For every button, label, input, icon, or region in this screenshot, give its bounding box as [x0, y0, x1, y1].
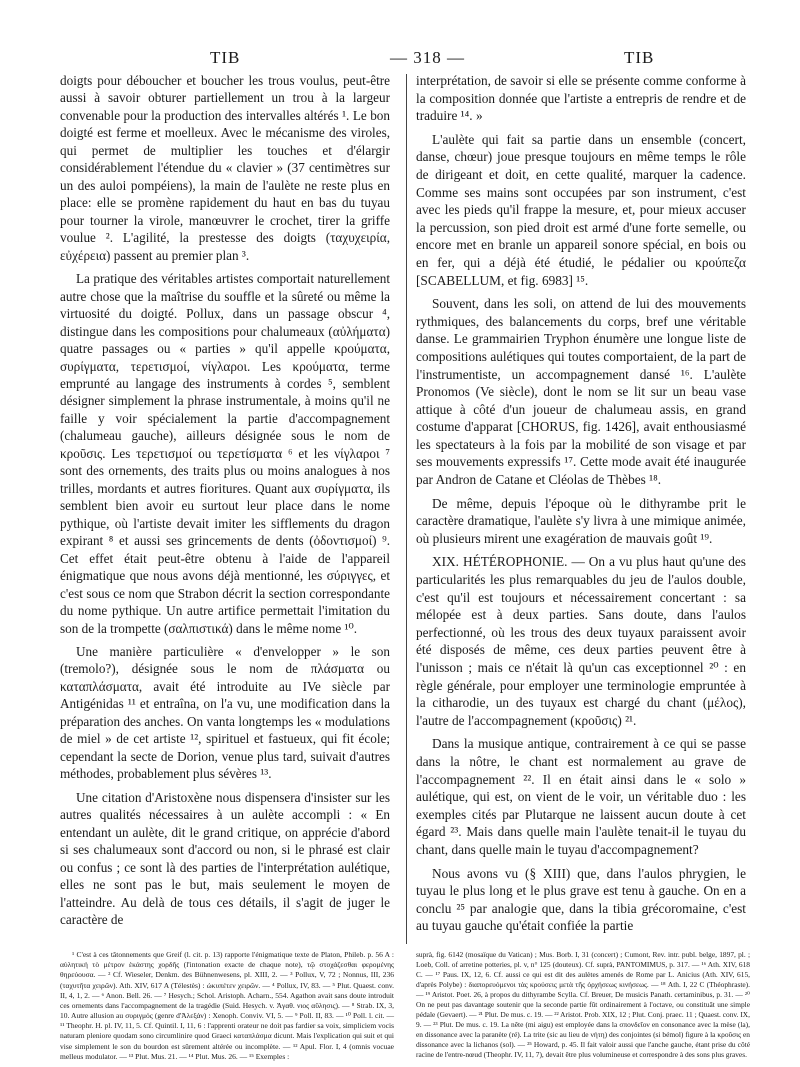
- paragraph: doigts pour déboucher et boucher les trous voulus, peut-être aussi à savoir obturer partiellement un trou à la largeur convenable pour la production des intervalles altérés ¹. Le bon doigté est ferme et moelleux. Avec le mécanisme des viroles, qui permet de multiplier les touches et d'élargir considérablement l'étendue du « clavier » (37 centimètres sur un des auloi pompéiens), la main de l'aulète ne reste plus en place: elle se promène rapidement du haut en bas du tuyau pour tourner la virole, manœuvrer le crochet, tirer la griffe voulue ². L'agilité, la prestesse des doigts (ταχυχειρία, εὐχέρεια) passent au premier plan ³.: [60, 73, 390, 263]
- paragraph: Une citation d'Aristoxène nous dispensera d'insister sur les autres qualités nécessaires à un aulète accompli : « En entendant un aulète, dit le grand critique, on apprécie d'abord si ses chalumeaux sont d'accord ou non, si le phrasé est clair ou confus ; ce sont là des parties de l'interprétation aulétique, elles ne sont pas le but, mais seulement le moyen de l'atteindre. Au delà de tous ces détails, il s'agit de juger le caractère de: [60, 789, 390, 928]
- running-head-left: TIB: [210, 48, 241, 67]
- paragraph: interprétation, de savoir si elle se présente comme conforme à la composition donnée que l'artiste a entrepris de rendre et de traduire ¹⁴. »: [416, 73, 746, 124]
- paragraph: Nous avons vu (§ XIII) que, dans l'aulos phrygien, le tuyau le plus long et le plus grave est tenu à gauche. On en a conclu ²⁵ par analogie que, dans la tibia grécoromaine, c'est au tuyau gauche qu'était confiée la partie: [416, 865, 746, 934]
- footnote-block: suprà, fig. 6142 (mosaïque du Vatican) ; Mus. Borb. I, 31 (concert) ; Cumont, Rev. intr. publ. belge, 1897, pl. ; Loeb, Coll. of arretine potteries, pl. v, n° 125 (douteux). Cf. suprà, PANTOMIMUS, p. 317. — ¹⁶ Ath. XIV, 618 C. — ¹⁷ Paus. IX, 12, 6. Cf. aussi ce qui est dit des aulètes amenés de Rome par L. Anicius (Ath. XIV, 615, d'après Polybe) : διαπορευόμενοι τὰς κρούσεις μετὰ τῆς ὀρχήσεως κινήσεως. — ¹⁸ Ath. I, 22 C (Théophraste). — ¹⁹ Aristot. Poet. 26, à propos du dithyrambe Scylla. Cf. Breuer, De musicis Panath. certaminibus, p. 31. — ²⁰ On ne peut pas davantage soutenir que la seconde partie fût ordinairement à l'octave, ou constituât une simple pédale (Gevaert). — ²¹ Plut. De mus. c. 19. — ²² Aristot. Prob. XIX, 12 ; Plut. Conj. praec. 11 ; Quaest. conv. IX, 9. — ²³ Plut. De mus. c. 19. La nête (mi aigu) est employée dans la σπονδεῖον en consonance avec la mèse (la), en dissonance avec la paranète (ré). La trite (sic au lieu de νήτη) des conjointes (si bémol) figure à la κροῦσις en dissonance avec la lichanos (sol). — ²⁵ Howard, p. 45. Il fait valoir aussi que l'anche gauche, étant prise du côté racine de l'entre-nœud (Theophr. IV, 11, 7), devait être plus volumineuse et correspondre à des sons plus graves.: [416, 950, 750, 1060]
- footnotes-left: [60, 950, 394, 1062]
- paragraph: La pratique des véritables artistes comportait naturellement autre chose que la maîtrise du souffle et la sûreté ou même la virtuosité du doigté. Pollux, dans un passage obscur ⁴, distingue dans les compositions pour chalumeaux (αὐλήματα) quatre passages ou « parties » qu'il appelle κρούματα, συρίγματα, τερετισμοί, νίγλαροι. Les κρούματα, terme emprunté au langage des instruments à cordes ⁵, semblent désigner simplement la phrase instrumentale, à moins qu'il ne faille y voir spécialement la partie d'accompagnement (chalumeau gauche), ailleurs désignée sous le nom de κροῦσις. Les τερετισμοί ou τερετίσματα ⁶ et les νίγλαροι ⁷ sont des ornements, des traits plus ou moins analogues à nos trilles, mordants et autres fioritures. Quant aux συρίγματα, ils semblent bien avoir eu surtout leur place dans le nome pythique, où l'artiste devait imiter les sifflements du dragon expirant ⁸ et aussi ses grincements de dents (ὀδοντισμοί) ⁹. Cet effet était peut-être obtenu à l'aide de l'appareil énigmatique que nous avons déjà mentionné, les σύριγγες, et c'est sous ce nom que Strabon décrit la section correspondante du nome pythique. Un autre artifice permettait l'imitation du son de la trompette (σαλπιστικά) dans le même nome ¹⁰.: [60, 271, 390, 636]
- footnotes-right: [416, 950, 750, 1061]
- paragraph: Souvent, dans les soli, on attend de lui des mouvements rythmiques, des balancements du corps, bref une véritable danse. Le grammairien Tryphon énumère une longue liste de compositions aulétiques qui toutes comportaient, de la part de l'instrumentiste, un accompagnement dansé ¹⁶. L'aulète Pronomos (Ve siècle), dont le nom se lit sur un beau vase attique à côté d'un joueur de chalumeau assis, en grand costume d'apparat [CHORUS, fig. 1426], avait enthousiasmé les spectateurs à la fois par la mobilité de son visage et par ses mouvements expressifs ¹⁷. Cette mode avait été inaugurée par Andron de Catane et Cléolas de Thèbes ¹⁸.: [416, 296, 746, 488]
- paragraph: L'aulète qui fait sa partie dans un ensemble (concert, danse, chœur) joue presque toujours en même temps le rôle de dirigeant et doit, en cette qualité, marquer la cadence. Comme ses mains sont occupées par son instrument, c'est avec les pieds qu'il frappe la mesure, et, pour mieux accuser la percussion, son pied droit est armé d'une forte semelle, ou encore met en branle un appareil sonore spécial, en bois ou en fer, qui a déjà été étudié, le pédalier ou κρούπεζα [SCABELLUM, et fig. 6983] ¹⁵.: [416, 131, 746, 288]
- right-column: [416, 72, 746, 935]
- footnote-block: ¹ C'est à ces tâtonnements que Greif (l. cit. p. 13) rapporte l'énigmatique texte de Platon, Phileb. p. 56 A : αὐλητική τὸ μέτρον ἑκάστης χορδῆς (l'intonation exacte de chaque note), τῷ στοχάζεσθαι φερομένης θηρεύουσα. — ² Cf. Wieseler, Denkm. des Bühnenwesens, pl. XIII, 2. — ³ Pollux, V, 72 ; Nonnus, III, 236 (ταχυτῆτα χειρῶν). Ath. XIV, 617 A (Télestès) : ὠκυπέτεν χειρῶν. — ⁴ Pollux, IV, 83. — ⁵ Plut. Quaest. conv. II, 4, 1, 2. — ⁶ Anon. Bell. 26. — ⁷ Hesych.; Schol. Aristoph. Acharn., 554. Agathon avait sans doute introduit ces ornements dans l'accompagnement de la tragédie (Suid. Hesych. v. Ἀγαθ. νιος αὔλησις). — ⁸ Strab. IX, 3, 10. Autre allusion au συριγμός (genre d'Ἀλεξάν) : Xenoph. Conviv. VI, 5. — ⁹ Poll. II, 83. — ¹⁰ Poll. l. cit. — ¹¹ Theophr. H. pl. IV, 11, 5. Cf. Quintil. I, 11, 6 : l'apprenti orateur ne doit pas fardier sa voix, simpliciem vocis naturam pleniore quodam sono circumlinire quod Graeci καταπλάσμα dicunt. Mais l'explication qui suit et qui vise simplement le son du bourdon est sûrement altérée ou incomplète. — ¹² Apul. Flor. I, 4 (omnis vocuae melleus modulator. — ¹³ Plut. Mus. 21. — ¹⁴ Plut. Mus. 26. — ¹⁵ Exemples :: [60, 950, 394, 1061]
- paragraph: De même, depuis l'époque où le dithyrambe prit le caractère dramatique, l'aulète s'y livra à une mimique animée, où plusieurs mirent une exagération de mauvais goût ¹⁹.: [416, 495, 746, 546]
- left-column: [60, 72, 390, 929]
- paragraph: Une manière particulière « d'envelopper » le son (tremolo?), désignée sous le nom de πλάσματα ou καταπλάσματα, avait été introduite au IVe siècle par Antigénidas ¹¹ et entraîna, on l'a vu, une modification dans la préparation des anches. On vanta longtemps les « modulations de miel » de cet artiste ¹², spirituel et fastueux, qui fit école; cependant la secte de Dorion, venue plus tard, suivait d'autres méthodes, probablement plus sévères ¹³.: [60, 644, 390, 782]
- paragraph: Dans la musique antique, contrairement à ce qui se passe dans la nôtre, le chant est normalement au grave de l'accompagnement ²². Il en était ainsi dans le « solo » aulétique, qui est, on vient de le voir, un véritable duo : les exemples cités par Plutarque ne laissent aucun doute à cet égard ²³. Mais dans quelle main l'aulète tenait-il le tuyau du chant, dans quelle main le tuyau d'accompagnement?: [416, 736, 746, 857]
- running-head-right: TIB: [624, 48, 655, 67]
- paragraph: XIX. HÉTÉROPHONIE. — On a vu plus haut qu'une des particularités les plus remarquables du jeu de l'aulos double, c'est qu'il est toujours et nécessairement concertant : sa mélopée est à deux parties. Sans doute, dans l'aulos perfectionné, où les trous des deux tuyaux paraissent avoir été disposés de même, ces deux parties peuvent être à l'unisson ; mais ce n'était là qu'un cas exceptionnel ²⁰ : en règle générale, pour employer une terminologie empruntée à la citharodie, un des tuyaux est chargé du chant (μέλος), l'autre de l'accompagnement (κροῦσις) ²¹.: [416, 554, 746, 728]
- page-number: — 318 —: [390, 48, 465, 67]
- page-header: [60, 48, 750, 70]
- column-divider: [406, 74, 407, 944]
